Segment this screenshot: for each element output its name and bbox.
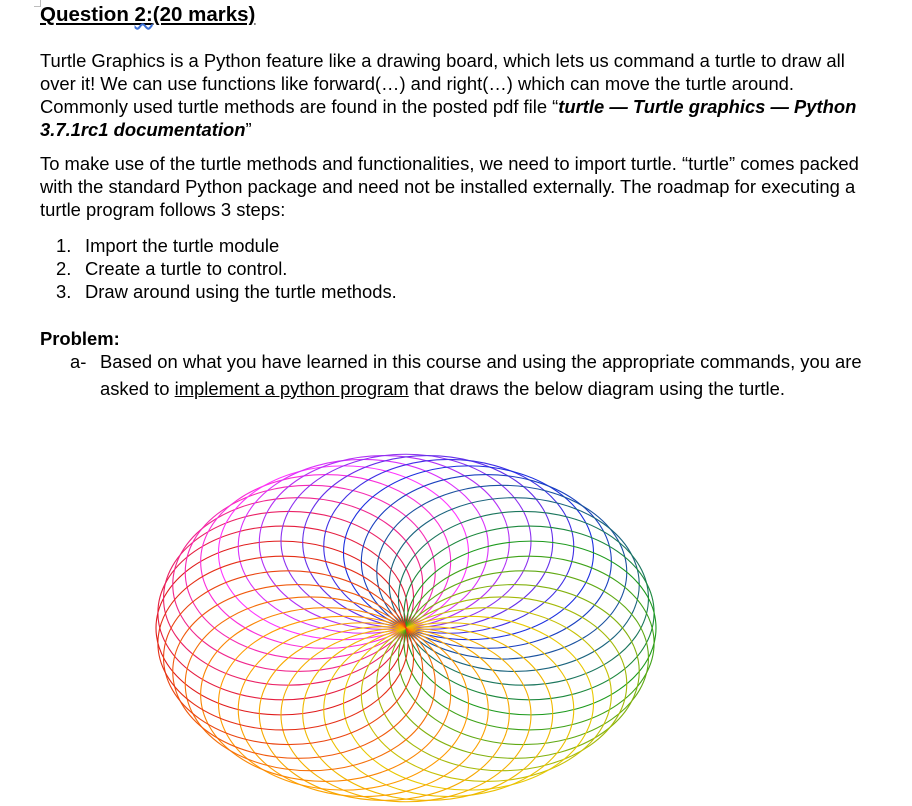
heading-number: 2:	[134, 3, 153, 26]
heading-prefix: Question	[40, 3, 135, 26]
step-text: Create a turtle to control.	[85, 258, 288, 279]
step-number: 2.	[56, 258, 72, 279]
heading-marks: (20 marks)	[152, 3, 256, 26]
intro-text: Turtle Graphics is a Python feature like a drawing board, which lets us command a turtle to draw all over it! We can use functions like forward(…) and right(…) which can move the turtle around. Commonly used turtle methods are found in the posted pdf file “	[40, 50, 845, 117]
roadmap-paragraph: To make use of the turtle methods and functionalities, we need to import turtle. “turtle” comes packed with the standard Python package and need not be installed externally. The roadmap for executing a turtle program follows 3 steps:	[40, 153, 859, 220]
problem-label: Problem:	[40, 328, 120, 349]
step-number: 3.	[56, 281, 72, 302]
task-text-after: that draws the below diagram using the turtle.	[408, 377, 785, 399]
intro-close-quote: ”	[245, 119, 252, 140]
spirograph-circles	[156, 454, 656, 802]
doc-title: turtle — Turtle graphics — Python 3.7.1rc1 documentation	[40, 96, 857, 140]
step-text: Draw around using the turtle methods.	[85, 281, 397, 302]
task-marker: a-	[70, 351, 87, 372]
step-text: Import the turtle module	[85, 235, 280, 256]
step-number: 1.	[56, 235, 72, 256]
task-highlight: implement a python program	[174, 377, 409, 399]
task-text-before: Based on what you have learned in this course and using the appropriate commands, you are asked to	[100, 351, 862, 399]
